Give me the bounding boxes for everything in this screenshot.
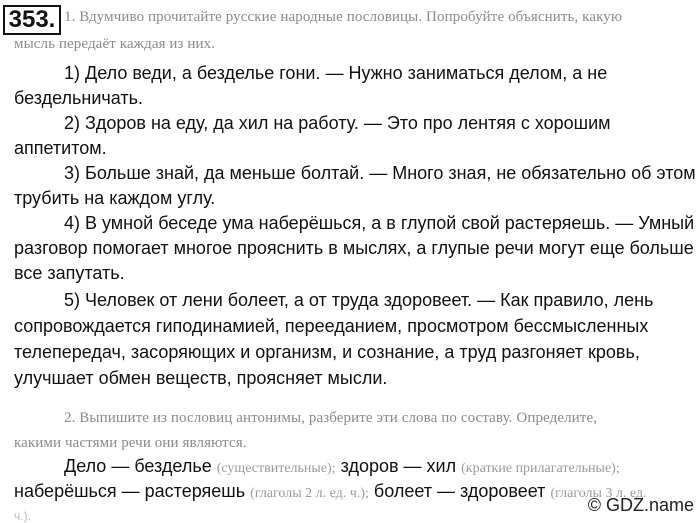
- task-instruction-line: 1. Вдумчиво прочитайте русские народные пословицы. Попробуйте объяснить, какую: [64, 9, 623, 25]
- part-of-speech-note: (краткие прилагательные);: [461, 461, 620, 476]
- task-instruction-line: какими частями речи они являются.: [14, 435, 247, 451]
- copyright-watermark: © GDZ.name: [587, 495, 694, 515]
- proverb-line: 4) В умной беседе ума наберёшься, а в глупой свой растеряешь. — Умный: [64, 213, 695, 233]
- part-of-speech-note: (существительные);: [216, 461, 336, 476]
- answer-line-2: [14, 481, 647, 502]
- answer-line-1: [64, 456, 620, 477]
- part-of-speech-note: (глаголы 3 л. ед.: [550, 486, 647, 501]
- proverb-line: улучшает обмен веществ, проясняет мысли.: [14, 368, 388, 388]
- proverb-line: аппетитом.: [14, 138, 107, 158]
- task-number: 353.: [3, 5, 61, 35]
- proverb-line: разговор помогает многое прояснить в мыслях, а глупые речи могут еще больше: [14, 238, 694, 258]
- proverb-line: 5) Человек от лени болеет, а от труда здоровеет. — Как правило, лень: [64, 290, 654, 310]
- proverb-line: сопровождается гиподинамией, перееданием, просмотром бессмысленных: [14, 316, 649, 336]
- proverb-line: 2) Здоров на еду, да хил на работу. — Это про лентяя с хорошим: [64, 113, 611, 133]
- proverb-line: 1) Дело веди, а безделье гони. — Нужно заниматься делом, а не: [64, 63, 608, 83]
- part-of-speech-note: (глаголы 2 л. ед. ч.);: [250, 486, 369, 501]
- proverb-line: все запутать.: [14, 263, 125, 283]
- antonym-pair: болеет — здоровеет: [373, 481, 546, 501]
- proverb-line: телепередач, засоряющих и организм, и сознание, а труд разгоняет кровь,: [14, 342, 640, 362]
- antonym-pair: Дело — безделье: [64, 456, 212, 476]
- proverb-line: трубить на каждом углу.: [14, 188, 216, 208]
- proverb-line: бездельничать.: [14, 88, 143, 108]
- antonym-pair: наберёшься — растеряешь: [14, 481, 246, 501]
- proverb-line: 3) Больше знай, да меньше болтай. — Много зная, не обязательно об этом: [64, 163, 696, 183]
- task-instruction-line: 2. Выпишите из пословиц антонимы, разберите эти слова по составу. Определите,: [64, 410, 598, 426]
- answer-tail: ч.).: [14, 509, 31, 523]
- task-instruction-line: мысль передаёт каждая из них.: [14, 36, 216, 52]
- antonym-pair: здоров — хил: [340, 456, 457, 476]
